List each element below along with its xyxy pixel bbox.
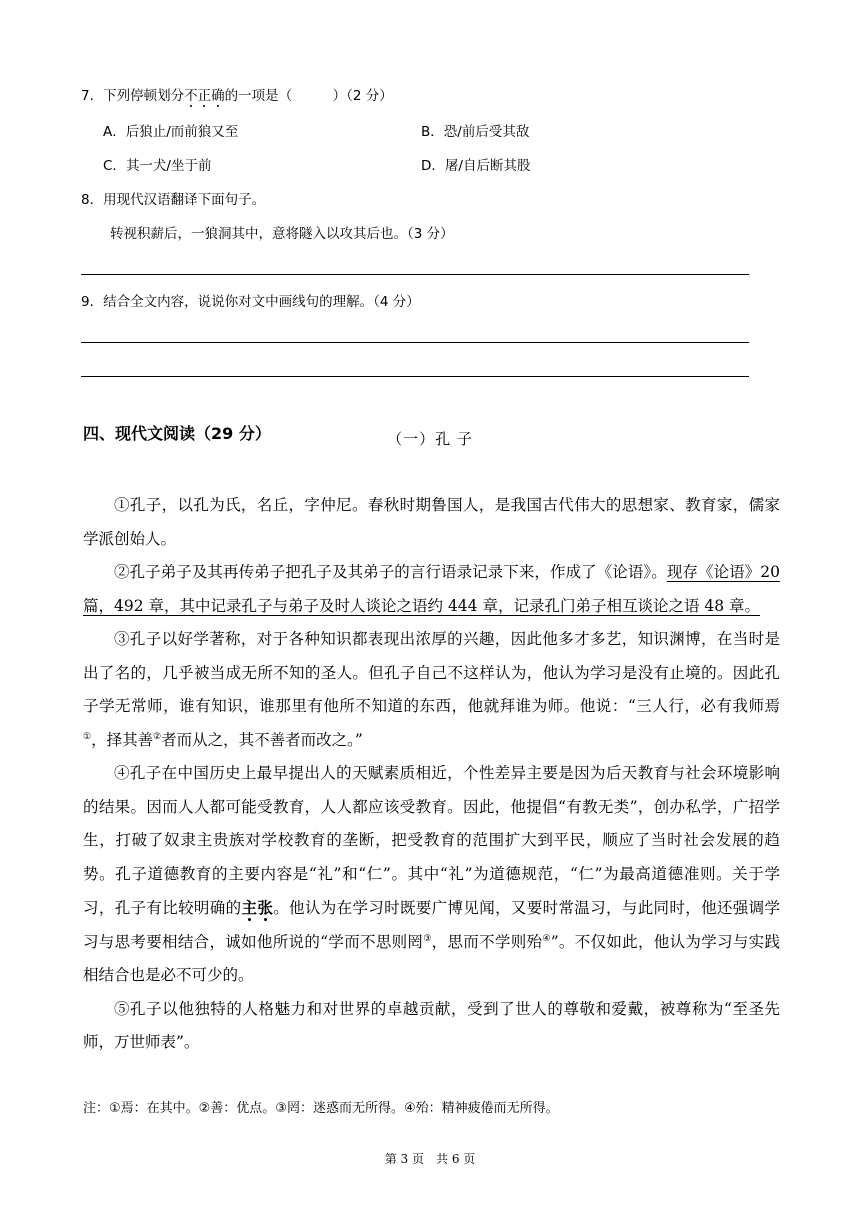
q8-stem: 8．用现代汉语翻译下面句子。: [81, 192, 266, 208]
q7-dotted-char: 不: [184, 88, 198, 104]
paragraph-5: ⑤孔子以他独特的人格魅力和对世界的卓越贡献，受到了世人的尊敬和爱戴，被尊称为“至圣先师，万世师表”。: [83, 999, 780, 1051]
paragraph-2: ②孔子弟子及其再传弟子把孔子及其弟子的言行语录记录下来，作成了《论语》。现存《论语》20 篇，492 章，其中记录孔子与弟子及时人谈论之语约 444 章，记录孔门弟子相互谈论之语 48 章。: [83, 563, 780, 615]
footnote-marker: ④: [542, 933, 551, 944]
emphasized-word: 主张: [241, 898, 274, 917]
q7-option-a: A．后狼止/而前狼又至: [103, 124, 239, 140]
q7-dotted-char: 正: [197, 88, 212, 104]
paragraph-1: ①孔子，以孔为氏，名丘，字仲尼。春秋时期鲁国人，是我国古代伟大的思想家、教育家，儒家学派创始人。: [83, 496, 780, 548]
q7-option-b: B．恐/前后受其敌: [421, 124, 530, 140]
q7-option-d: D．屠/自后断其股: [421, 158, 531, 174]
q8-sentence: 转视积薪后，一狼洞其中，意将隧入以攻其后也。（3 分）: [110, 226, 454, 242]
q7-dotted-char: 确: [211, 88, 225, 104]
answer-line[interactable]: [81, 376, 749, 377]
answer-line[interactable]: [81, 342, 749, 343]
passage-title: （一）孔 子: [387, 430, 473, 448]
paragraph-3: ③孔子以好学著称，对于各种知识都表现出浓厚的兴趣，因此他多才多艺，知识渊博，在当时是出了名的，几乎被当成无所不知的圣人。但孔子自己不这样认为，他认为学习是没有止境的。因此孔子学无常师，谁有知识，谁那里有他所不知道的东西，他就拜谁为师。他说：“三人行，必有我师焉①，择其善②者而从之，其不善者而改之。”: [83, 630, 780, 749]
q7-option-c: C．其一犬/坐于前: [103, 158, 212, 174]
section-heading: 四、现代文阅读（29 分）: [83, 424, 271, 443]
paragraph-4: ④孔子在中国历史上最早提出人的天赋素质相近，个性差异主要是因为后天教育与社会环境影响的结果。因而人人都可能受教育，人人都应该受教育。因此，他提倡“有教无类”，创办私学，广招学生，打破了奴隶主贵族对学校教育的垄断，把受教育的范围扩大到平民，顺应了当时社会发展的趋势。孔子道德教育的主要内容是“礼”和“仁”。其中“礼”为道德规范，“仁”为最高道德准则。关于学习，孔子有比较明确的主张。他认为在学习时既要广博见闻，又要时常温习，与此同时，他还强调学习与思考要相结合，诚如他所说的“学而不思则罔③，思而不学则殆④”。不仅如此，他认为学习与实践相结合也是必不可少的。: [83, 764, 780, 984]
q7-stem: 7．下列停顿划分不正确的一项是（ ）（2 分）: [81, 88, 393, 104]
footnote-marker: ①: [83, 731, 92, 742]
footnote-marker: ③: [423, 933, 432, 944]
underlined-sentence: 现存《论语》20 篇，492 章，其中记录孔子与弟子及时人谈论之语约 444 章，记录孔门弟子相互谈论之语 48 章。: [83, 563, 780, 615]
q9-stem: 9．结合全文内容，说说你对文中画线句的理解。（4 分）: [81, 294, 420, 310]
passage-body: [83, 489, 780, 1060]
answer-line[interactable]: [81, 274, 749, 275]
footnote-marker: ②: [153, 731, 162, 742]
footnotes: 注：①焉：在其中。②善：优点。③罔：迷惑而无所得。④殆：精神疲倦而无所得。: [83, 1101, 559, 1116]
page-footer: 第 3 页 共 6 页: [384, 1152, 476, 1166]
